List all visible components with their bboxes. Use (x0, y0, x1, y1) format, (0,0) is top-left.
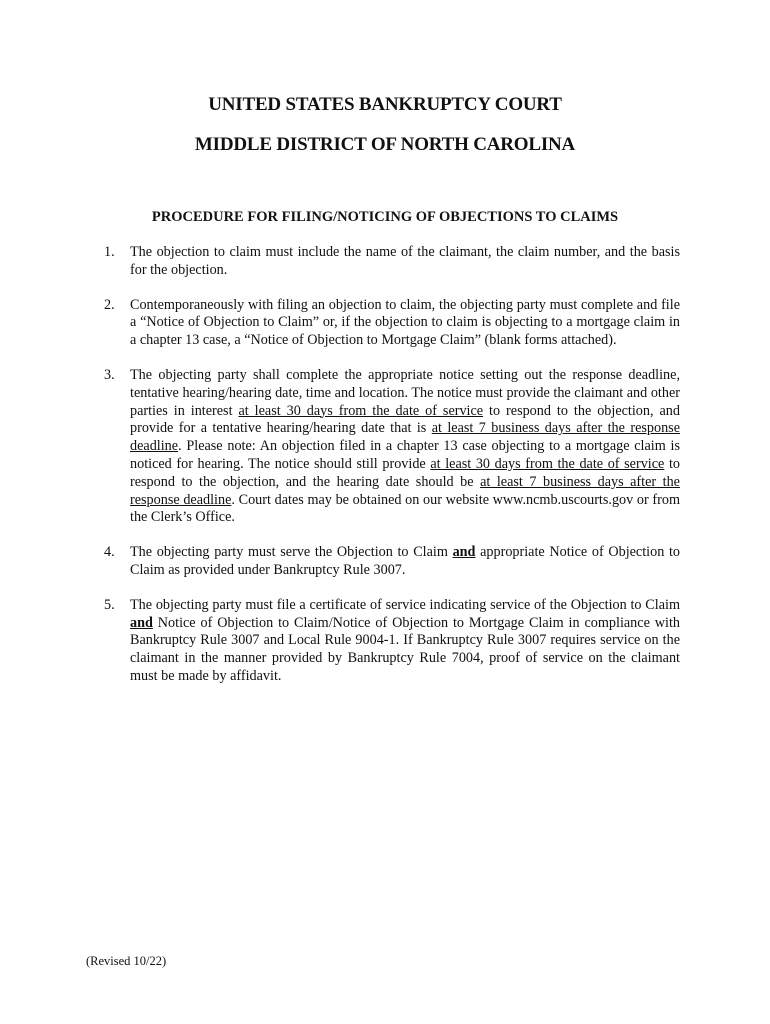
district-heading: MIDDLE DISTRICT OF NORTH CAROLINA (194, 134, 576, 155)
procedure-number: 1. (104, 244, 115, 260)
text-segment: appropriate Notice of Objection to Claim as provided under Bankruptcy Rule 3007. (130, 544, 681, 578)
procedure-item (104, 597, 680, 686)
bold-emphasis: and (130, 614, 153, 631)
procedure-item (104, 244, 680, 280)
text-segment: The objection to claim must include the name of the claimant, the claim number, and the basis for the objection. (130, 244, 680, 278)
underlined-emphasis: at least 30 days from the date of service (238, 402, 484, 419)
text-segment: Notice of Objection to Claim/Notice of Objection to Mortgage Claim in compliance with Bankruptcy Rule 3007 and Local Rule 9004-1. If Bankruptcy Rule 3007 requires service on the claimant in the manner provided by Bankruptcy Rule 7004, proof of service on the claimant must be made by affidavit. (130, 614, 680, 684)
text-segment: . Court dates may be obtained on our website www.ncmb.uscourts.gov or from the Clerk’s Office. (130, 491, 680, 526)
procedure-list (104, 244, 680, 686)
text-segment: The objecting party must file a certificate of service indicating service of the Objection to Claim (130, 596, 680, 613)
procedure-text (130, 297, 680, 349)
procedure-text (130, 367, 680, 525)
procedure-item (104, 367, 680, 527)
procedure-item (104, 297, 680, 350)
bold-emphasis: and (452, 544, 476, 561)
procedure-text (130, 244, 680, 278)
procedure-number: 5. (104, 596, 115, 613)
procedure-number: 3. (104, 366, 115, 383)
text-segment: to respond to the objection, and provide for a tentative hearing/hearing date that is (130, 402, 680, 437)
underlined-emphasis: at least 7 business days after the response deadline (130, 473, 680, 508)
procedure-number: 2. (104, 296, 115, 313)
text-segment: The objecting party must serve the Objection to Claim (130, 544, 453, 561)
text-segment: to respond to the objection, and the hearing date should be (130, 455, 680, 490)
revision-note: (Revised 10/22) (86, 954, 167, 968)
procedure-text (130, 597, 680, 684)
text-segment: The objecting party shall complete the appropriate notice setting out the response deadline, tentative hearing/hearing date, time and location. The notice must provide the claimant and other parties in interest (130, 366, 680, 419)
text-segment: Contemporaneously with filing an objection to claim, the objecting party must complete and file a “Notice of Objection to Claim” or, if the objection to claim is objecting to a mortgage claim in a chapter 13 case, a “Notice of Objection to Mortgage Claim” (blank forms attached). (130, 296, 680, 349)
underlined-emphasis: at least 7 business days after the response deadline (130, 420, 680, 455)
text-segment: . Please note: An objection filed in a chapter 13 case objecting to a mortgage claim is noticed for hearing. The notice should still provide (130, 438, 680, 472)
procedure-number: 4. (104, 544, 115, 561)
procedure-title: PROCEDURE FOR FILING/NOTICING OF OBJECTIONS TO CLAIMS (151, 209, 619, 225)
court-name-heading: UNITED STATES BANKRUPTCY COURT (208, 94, 562, 115)
procedure-text (130, 544, 680, 578)
procedure-item (104, 544, 680, 580)
underlined-emphasis: at least 30 days from the date of service (430, 455, 665, 472)
